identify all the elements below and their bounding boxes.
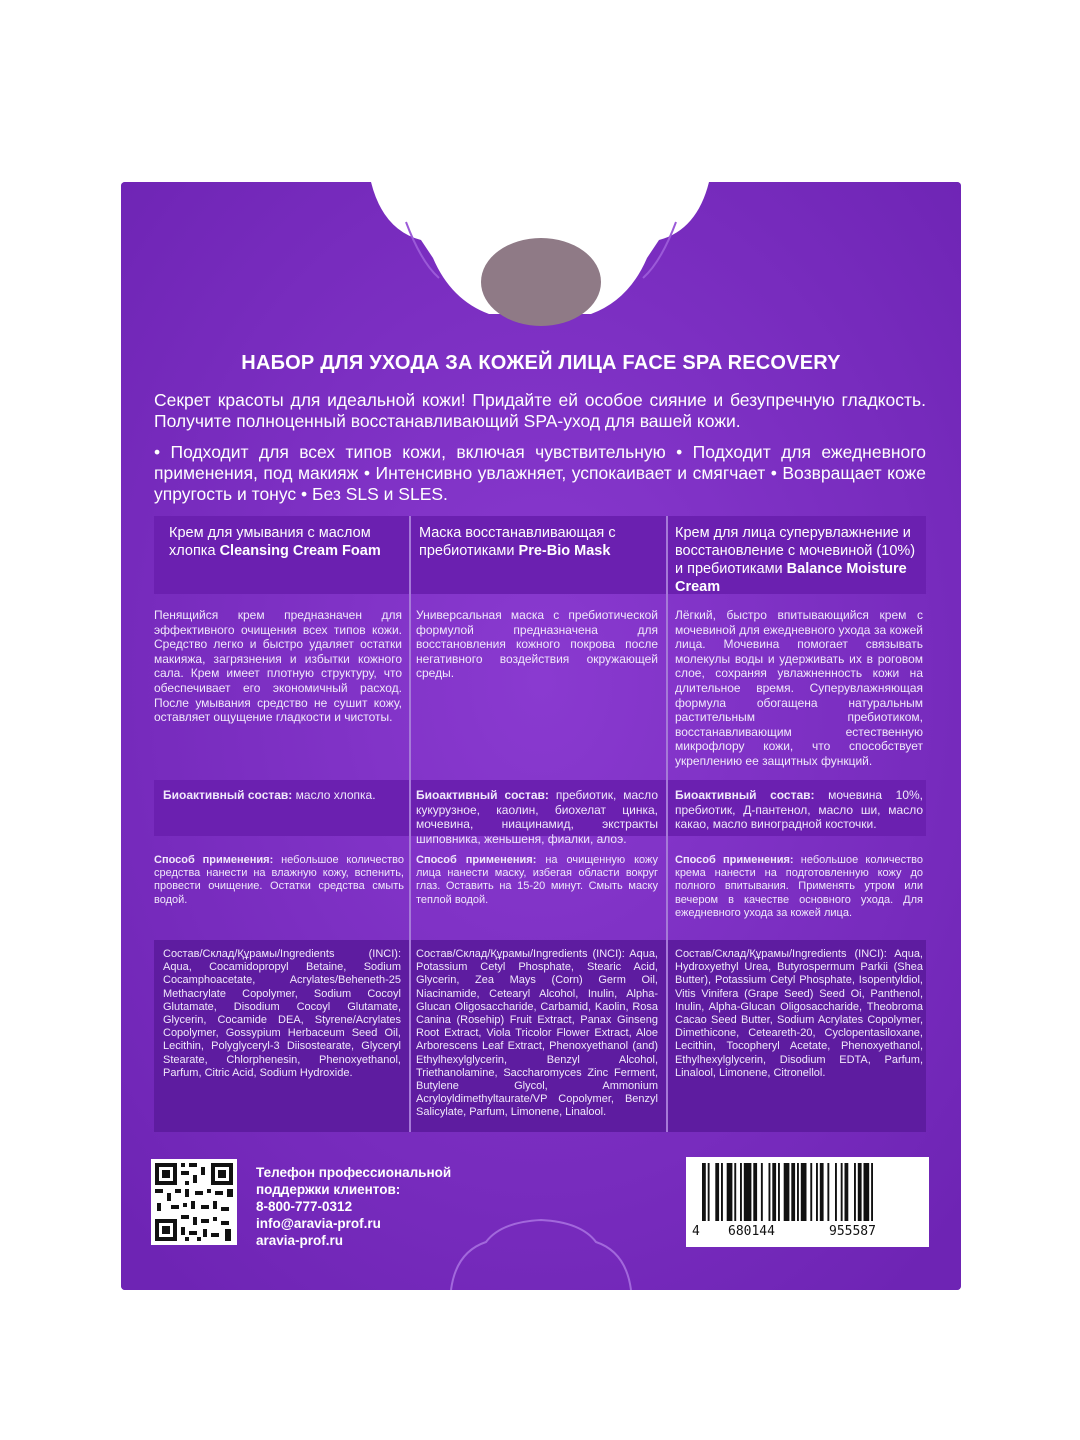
column-title-text: Крем для лица суперувлажнение и восстановление с мочевиной (10%) и пребиотиками [675, 525, 916, 577]
barcode-bar [715, 1163, 719, 1221]
product-title: НАБОР ДЛЯ УХОДА ЗА КОЖЕЙ ЛИЦА FACE SPA RECOVERY [241, 352, 841, 374]
use-label: Способ применения: [675, 854, 794, 866]
support-label: поддержки клиентов: [256, 1182, 401, 1197]
barcode-bar [827, 1163, 829, 1221]
intro-text: Секрет красоты для идеальной кожи! Придайте ей особое сияние и безупречную гладкость. Получите полноценный восстанавливающий SPA-уход для вашей кожи. [154, 390, 926, 431]
product-name: Pre-Bio Mask [518, 543, 611, 559]
column-title [675, 524, 925, 596]
barcode-bar [702, 1163, 706, 1221]
barcode-digit-group: 955587 [829, 1224, 876, 1239]
barcode-bar [816, 1163, 818, 1221]
use-label: Способ применения: [154, 854, 274, 866]
bio-text: мочевина 10%, пребиотик, Д-пантенол, масло ши, масло какао, масло виноградной косточки. [675, 788, 923, 832]
use-label: Способ применения: [416, 854, 537, 866]
barcode-bar [858, 1163, 862, 1221]
support-website: aravia-prof.ru [256, 1233, 344, 1248]
qr-code-graphic [151, 1159, 237, 1245]
barcode-bar [744, 1163, 752, 1221]
package-back-panel [121, 182, 961, 1290]
ingredients-list: Состав/Склад/Құрамы/Ingredients (INCI): Aqua, Cocamidopropyl Betaine, Sodium Cocamphoacetate, Acrylates/Beheneth-25 Methacrylate Copolymer, Sodium Cocoyl Glutamate, Disodium Cocoyl Glutamate, Glycerin, Cocamide DEA, Styrene/Acrylates Copolymer, Gossypium Herbaceum Seed Oil, Lecithin, Polyglyceryl-3 Diisostearate, Glyceryl Stearate, Chlorphenesin, Phenoxyethanol, Parfum, Citric Acid, Sodium Hydroxide. [163, 948, 401, 1079]
bio-label: Биоактивный состав: [675, 788, 815, 802]
column-title-text: Маска восстанавливающая с пребиотиками [419, 525, 616, 559]
bio-label: Биоактивный состав: [416, 788, 549, 802]
barcode-bar [841, 1163, 843, 1221]
support-label: Телефон профессиональной [256, 1165, 452, 1180]
barcode-bar [871, 1163, 873, 1221]
product-name: Cleansing Cream Foam [219, 543, 381, 559]
support-email: info@aravia-prof.ru [256, 1216, 381, 1231]
barcode-bar [835, 1163, 837, 1221]
use-text: на очищенную кожу лица нанести маску, избегая области вокруг глаз. Оставить на 15-20 минут. Смыть маску теплой водой. [416, 854, 659, 906]
use-text: небольшое количество средства нанести на влажную кожу, вспенить, провести очищение. Остатки средства смыть водой. [154, 854, 404, 906]
barcode-digit-group: 4 [692, 1224, 700, 1239]
barcode-bar [753, 1163, 757, 1221]
barcode-bar [820, 1163, 824, 1221]
column-title-text: Крем для умывания с маслом хлопка [169, 525, 371, 559]
barcode-bar [845, 1163, 849, 1221]
usage-instructions [675, 854, 923, 920]
usage-instructions [154, 854, 404, 907]
barcode-bar [791, 1163, 795, 1221]
product-table [154, 516, 926, 1132]
column-divider [666, 516, 668, 1132]
barcode-bar [734, 1163, 736, 1221]
barcode-bar [854, 1163, 856, 1221]
barcode-bar [797, 1163, 799, 1221]
barcode-bar [864, 1163, 870, 1221]
column-title [419, 524, 657, 560]
barcode-bar [769, 1163, 771, 1221]
column-description: Пенящийся крем предназначен для эффективного очищения всех типов кожи. Средство легко и быстро удаляет остатки макияжа, загрязнения и избытки кожного сала. Крем имеет плотную структуру, что обеспечивает его экономичный расход. После умывания средство не сушит кожу, оставляет ощущение гладкости и чистоты. [154, 608, 402, 725]
barcode-bar [727, 1163, 733, 1221]
barcode-digit-group: 680144 [728, 1224, 775, 1239]
ingredients-list: Состав/Склад/Құрамы/Ingredients (INCI): Aqua, Hydroxyethyl Urea, Butyrospermum Parkii (Shea Butter), Potassium Cetyl Phosphate, Isopentyldiol, Vitis Vinifera (Grape Seed) Seed Oi, Panthenol, Inulin, Alpha-Glucan Oligosaccharide, Theobroma Cacao Seed Butter, Sodium Acrylates Copolymer, Dimethicone, Ceteareth-20, Cyclopentasiloxane, Lecithin, Tocopheryl Acetate, Phenoxyethanol, Ethylhexylglycerin, Disodium EDTA, Parfum, Linalool, Limonene, Citronellol. [675, 948, 923, 1079]
column-divider [409, 516, 411, 1132]
bioactive-composition [675, 788, 923, 832]
support-phone: 8-800-777-0312 [256, 1199, 353, 1214]
barcode-bar [772, 1163, 776, 1221]
barcode-bars [686, 1157, 929, 1225]
barcode-bar [708, 1163, 710, 1221]
barcode-bar [784, 1163, 790, 1221]
product-name: Balance Moisture Cream [675, 561, 907, 595]
hang-hole [481, 238, 601, 326]
barcode-bar [761, 1163, 763, 1221]
barcode-bar [801, 1163, 807, 1221]
bio-text: пребиотик, масло кукурузное, каолин, биохелат цинка, мочевина, ниацинамид, экстракты шиповника, женьшеня, фиалки, алоэ. [416, 788, 658, 846]
barcode-bar [810, 1163, 812, 1221]
column-title [169, 524, 399, 560]
usage-instructions [416, 854, 658, 907]
use-text: небольшое количество крема нанести на подготовленную кожу до полного впитывания. Применять утром или вечером в качестве основного ухода. Для ежедневного ухода за кожей лица. [675, 854, 923, 919]
bioactive-composition [416, 788, 658, 846]
ingredients-list: Состав/Склад/Құрамы/Ingredients (INCI): Aqua, Potassium Cetyl Phosphate, Stearic Acid, Glycerin, Zea Mays (Corn) Germ Oil, Niacinamide, Cetearyl Alcohol, Inulin, Alpha-Glucan Oligosaccharide, Carbamid, Kaolin, Rosa Canina (Rosehip) Fruit Extract, Panax Ginseng Root Extract, Viola Tricolor Flower Extract, Aloe Arborescens Leaf Extract, Phenoxyethanol (and) Ethylhexylglycerin, Benzyl Alcohol, Triethanolamine, Saccharomyces Zinc Ferment, Butylene Glycol, Ammonium Acryloyldimethyltaurate/VP Copolymer, Benzyl Salicylate, Parfum, Limonene, Linalool. [416, 948, 658, 1119]
bio-text: масло хлопка. [295, 788, 376, 802]
support-contacts [256, 1164, 451, 1249]
barcode-bar [740, 1163, 742, 1221]
benefits-list: • Подходит для всех типов кожи, включая чувствительную • Подходит для ежедневного применения, под макияж • Интенсивно увлажняет, успокаивает и смягчает • Возвращает коже упругость и тонус • Без SLS и SLES. [154, 442, 926, 504]
barcode [686, 1157, 929, 1247]
barcode-bar [778, 1163, 780, 1221]
barcode-number [686, 1224, 929, 1244]
bio-label: Биоактивный состав: [163, 788, 293, 802]
column-description: Универсальная маска с пребиотической формулой предназначена для восстановления кожного покрова после негативного воздействия окружающей среды. [416, 608, 658, 681]
qr-code [151, 1159, 237, 1245]
barcode-bar [721, 1163, 723, 1221]
bioactive-composition [163, 788, 401, 803]
column-description: Лёгкий, быстро впитывающийся крем с мочевиной для ежедневного ухода за кожей лица. Мочевина помогает связывать молекулы воды и удерживать их в роговом слое, сохраняя увлажненность кожи на длительное время. Суперувлажняющая формула обогащена натуральным растительным пребиотиком, восстанавливающим естественную микрофлору кожи, что способствует укреплению ее защитных функций. [675, 608, 923, 768]
